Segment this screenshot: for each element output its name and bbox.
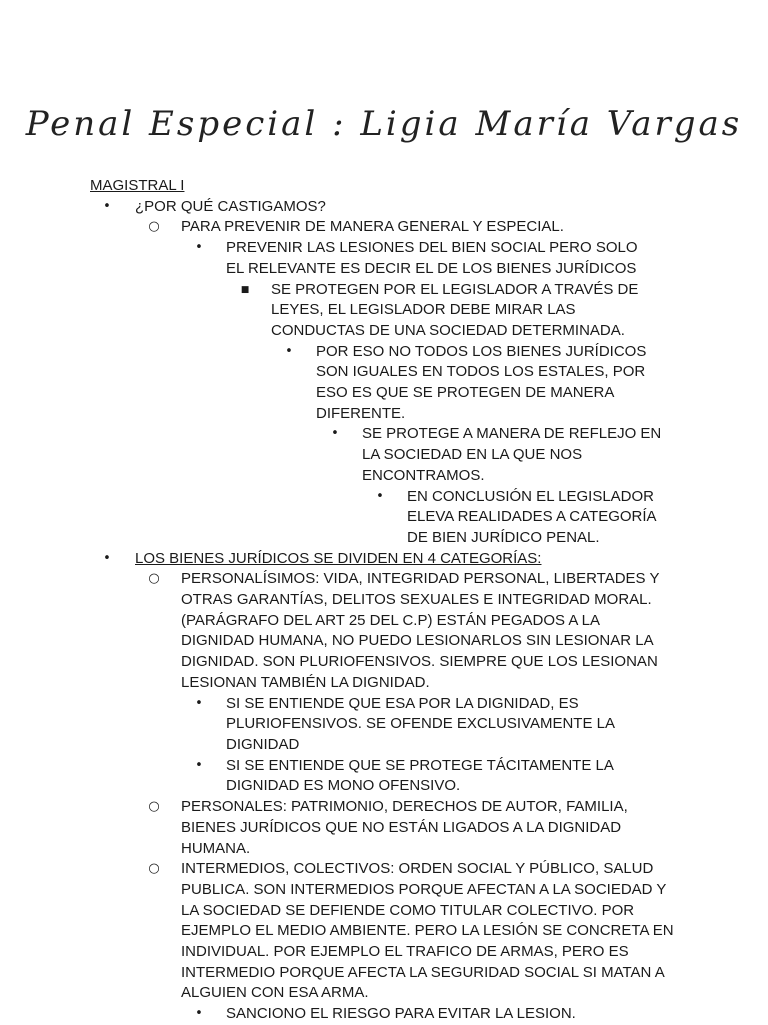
bullet-icon: • — [285, 343, 293, 359]
bullet-icon: • — [195, 240, 203, 256]
list-item-text: SI SE ENTIENDE QUE SE PROTEGE TÁCITAMENTE LA DIGNIDAD ES MONO OFENSIVO. — [226, 756, 614, 795]
circle-bullet-icon: ○ — [148, 219, 160, 235]
list-item-text: LOS BIENES JURÍDICOS SE DIVIDEN EN 4 CATEGORÍAS: — [135, 549, 542, 567]
circle-bullet-icon: ○ — [148, 861, 160, 877]
list-item-text: SI SE ENTIENDE QUE ESA POR LA DIGNIDAD, ES PLURIOFENSIVOS. SE OFENDE EXCLUSIVAMENTE LA DIGNIDAD — [226, 694, 615, 753]
circle-bullet-icon: ○ — [148, 799, 160, 815]
section-heading: MAGISTRAL I — [90, 177, 185, 194]
list-item-text: PERSONALÍSIMOS: VIDA, INTEGRIDAD PERSONAL, LIBERTADES Y OTRAS GARANTÍAS, DELITOS SEXUALES E INTEGRIDAD MORAL. (PARÁGRAFO DEL ART 25 DEL C.P) ESTÁN PEGADOS A LA DIGNIDAD HUMANA, NO PUEDO LESIONARLOS SIN LESIONAR LA DIGNIDAD. SON PLURIOFENSIVOS. SIEMPRE QUE LOS LESIONAN LESIONAN TAMBIÉN LA DIGNIDAD. — [181, 570, 660, 691]
bullet-icon: • — [195, 757, 203, 773]
list-item — [0, 280, 656, 342]
circle-bullet-icon: ○ — [148, 571, 160, 587]
list-item-text: PERSONALES: PATRIMONIO, DERECHOS DE AUTOR, FAMILIA, BIENES JURÍDICOS QUE NO ESTÁN LIGADOS A LA DIGNIDAD HUMANA. — [181, 798, 628, 857]
list-item — [0, 487, 675, 549]
list-item-text: ¿POR QUÉ CASTIGAMOS? — [135, 197, 326, 215]
page-title: Penal Especial : Ligia María Vargas — [25, 104, 743, 144]
square-bullet-icon: ■ — [240, 284, 250, 295]
list-item — [0, 859, 676, 1004]
list-item-text: PREVENIR LAS LESIONES DEL BIEN SOCIAL PERO SOLO EL RELEVANTE ES DECIR EL DE LOS BIENES JURÍDICOS — [226, 239, 638, 277]
list-item-text: SE PROTEGEN POR EL LEGISLADOR A TRAVÉS DE LEYES, EL LEGISLADOR DEBE MIRAR LAS CONDUCTAS DE UNA SOCIEDAD DETERMINADA. — [271, 280, 639, 339]
list-item — [0, 217, 691, 238]
list-item-text: POR ESO NO TODOS LOS BIENES JURÍDICOS SON IGUALES EN TODOS LOS ESTALES, POR ESO ES QUE SE PROTEGEN DE MANERA DIFERENTE. — [316, 342, 647, 422]
list-item — [0, 197, 695, 218]
list-item-text: EN CONCLUSIÓN EL LEGISLADOR ELEVA REALIDADES A CATEGORÍA DE BIEN JURÍDICO PENAL. — [407, 487, 656, 546]
bullet-icon: • — [103, 550, 111, 566]
list-item — [0, 549, 695, 570]
list-item — [0, 1004, 656, 1025]
list-item-text: SE PROTEGE A MANERA DE REFLEJO EN LA SOCIEDAD EN LA QUE NOS ENCONTRAMOS. — [362, 425, 662, 484]
list-item — [0, 694, 676, 756]
list-item-text: SANCIONO EL RIESGO PARA EVITAR LA LESION. — [226, 1005, 576, 1023]
list-item — [0, 342, 676, 425]
list-item — [0, 569, 676, 693]
list-item — [0, 424, 677, 486]
bullet-icon: • — [331, 426, 339, 442]
bullet-icon: • — [103, 198, 111, 214]
list-item-text: INTERMEDIOS, COLECTIVOS: ORDEN SOCIAL Y PÚBLICO, SALUD PUBLICA. SON INTERMEDIOS PORQUE AFECTAN A LA SOCIEDAD Y LA SOCIEDAD SE DEFIENDE COMO TITULAR COLECTIVO. POR EJEMPLO EL MEDIO AMBIENTE. PERO LA LESIÓN SE CONCRETA EN INDIVIDUAL. POR EJEMPLO EL TRAFICO DE ARMAS, PERO ES INTERMEDIO PORQUE AFECTA LA SEGURIDAD SOCIAL SI MATAN A ALGUIEN CON ESA ARMA. — [181, 860, 674, 1002]
list-item — [0, 797, 676, 859]
bullet-icon: • — [195, 695, 203, 711]
bullet-icon: • — [195, 1006, 203, 1022]
bullet-icon: • — [376, 488, 384, 504]
notes-body — [0, 176, 768, 1025]
list-item — [0, 756, 656, 797]
list-item-text: PARA PREVENIR DE MANERA GENERAL Y ESPECIAL. — [181, 218, 564, 236]
list-item — [0, 238, 656, 279]
